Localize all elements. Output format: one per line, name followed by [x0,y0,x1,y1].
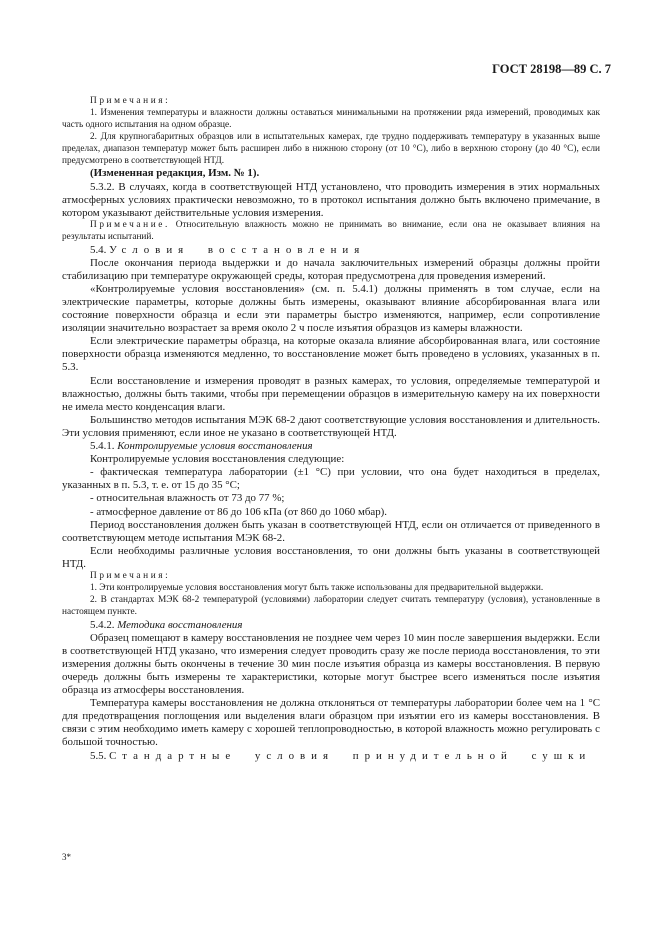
paragraph: Большинство методов испытания МЭК 68-2 дают соответствующие условия восстановления и длительность. Эти условия применяют, если иное не указано в соответствующей НТД. [62,413,600,439]
paragraph: «Контролируемые условия восстановления» (см. п. 5.4.1) должны применять в том случае, если на электрические параметры, которые должны быть измерены, оказывают влияние абсорбированная влага или состояние поверхности образца и если эти параметры быстро изменяются, например, если сопротивление изоляции значительно возрастает за время около 2 ч после изъятия образцов из камеры влажности. [62,282,600,335]
section-heading-5-4-2: 5.4.2. Методика восстановления [90,618,243,631]
list-item: - атмосферное давление от 86 до 106 кПа (от 860 до 1060 мбар). [90,505,388,518]
document-body [62,96,600,763]
paragraph: Контролируемые условия восстановления следующие: [90,453,345,466]
note-item: 1. Изменения температуры и влажности должны оставаться минимальными на протяжении ряда измерений, проводимых как часть одного испытания на одном образце. [62,107,600,130]
paragraph: Период восстановления должен быть указан в соответствующей НТД, если он отличается от приведенного в соответствующем методе испытания МЭК 68-2. [62,518,600,544]
page-header: ГОСТ 28198—89 С. 7 [492,62,611,76]
paragraph: Если электрические параметры образца, на которые оказала влияние абсорбированная влага, или состояние поверхности образца изменяются медленно, то восстановление может быть проведено в условиях, указанных в п. 5.3. [62,335,600,374]
section-heading-5-4-1: 5.4.1. Контролируемые условия восстановления [90,440,313,453]
paragraph: Образец помещают в камеру восстановления не позднее чем через 10 мин после завершения выдержки. Если в соответствующей НТД указано, что измерения следует проводить сразу же после периода восстановления, то эти измерения должны быть окончены в течение 30 мин после изъятия образца из камеры восстановления. В первую очередь должны быть измерены те характеристики, которые могут быстрее всего изменяться после изъятия образца из атмосферы восстановления. [62,631,600,697]
section-heading-5-5: 5.5. Стандартные условия принудительной сушки [90,749,592,762]
notes-heading: Примечания: [90,96,171,106]
note-inline: Примечание. Относительную влажность можно не принимать во внимание, если она не оказывает влияния на результаты испытаний. [62,219,600,242]
revision-mark: (Измененная редакция, Изм. № 1). [90,167,260,180]
list-item: - фактическая температура лаборатории (±1 °С) при условии, что она будет находиться в пределах, указанных в п. 5.3, т. е. от 15 до 35 °С; [62,466,600,492]
paragraph: Температура камеры восстановления не должна отклоняться от температуры лаборатории более чем на 1 °С для предотвращения поглощения или выделения влаги образцом при изъятии его из камеры восстановления. В связи с этим необходимо иметь камеру с хорошей теплопроводностью, в которой влажность можно регулировать с большой точностью. [62,697,600,749]
paragraph: Если восстановление и измерения проводят в разных камерах, то условия, определяемые температурой и влажностью, должны быть такими, чтобы при перемещении образцов в измерительную камеру на их поверхности не имела место конденсация влаги. [62,374,600,413]
paragraph-5-3-2: 5.3.2. В случаях, когда в соответствующей НТД установлено, что проводить измерения в этих нормальных атмосферных условиях практически невозможно, то в протокол испытания должно быть включено примечание, в котором указывают действительные условия измерения. [62,180,600,219]
section-heading-5-4: 5.4. Условия восстановления [90,243,366,256]
page-footer-mark: 3* [62,852,71,862]
paragraph: После окончания периода выдержки и до начала заключительных измерений образцы должны пройти стабилизацию при температуре окружающей среды, которая предусмотрена для проведения измерений. [62,256,600,282]
note-item: 1. Эти контролируемые условия восстановления могут быть также использованы для предварительной выдержки. [90,582,544,593]
paragraph: Если необходимы различные условия восстановления, то они должны быть указаны в соответствующей НТД. [62,544,600,570]
note-item: 2. В стандартах МЭК 68-2 температурой (условиями) лаборатории следует считать температуру (условия), установленные в настоящем пункте. [62,594,600,617]
note-item: 2. Для крупногабаритных образцов или в испытательных камерах, где трудно поддерживать температуру в указанных выше пределах, диапазон температур может быть расширен либо в нижнюю сторону (от 10 °С), либо в верхнюю сторону (до 40 °С), если предусмотрено в соответствующей НТД. [62,131,600,166]
list-item: - относительная влажность от 73 до 77 %; [90,492,285,505]
notes-heading: Примечания: [90,570,171,581]
